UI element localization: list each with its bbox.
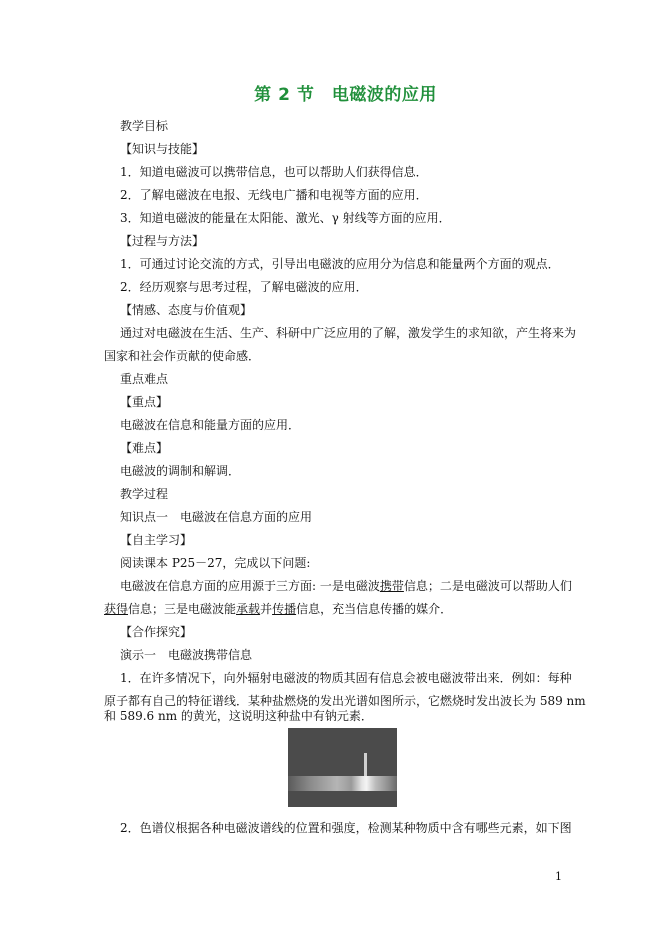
section-heading-key-points: 重点难点 [120, 372, 169, 386]
subheading-process-method: 【过程与方法】 [120, 234, 205, 248]
answer-underlined: 承载 [236, 602, 261, 616]
paragraph-line: 原子都有自己的特征谱线．某种盐燃烧的发出光谱如图所示，它燃烧时发出波长为 589 nm [104, 694, 586, 708]
answer-underlined: 获得 [104, 602, 129, 616]
subheading-values: 【情感、态度与价值观】 [120, 303, 253, 317]
subheading-cooperation: 【合作探究】 [120, 625, 193, 639]
answer-underlined: 携带 [379, 579, 404, 593]
answer-underlined: 传播 [272, 602, 297, 616]
paragraph-line: 阅读课本 P25－27，完成以下问题: [120, 556, 311, 570]
paragraph-line: 1．在许多情况下，向外辐射电磁波的物质其固有信息会被电磁波带出来．例如：每种 [120, 671, 572, 685]
paragraph-line: 电磁波在信息和能量方面的应用． [120, 418, 301, 432]
list-item: 2．了解电磁波在电报、无线电广播和电视等方面的应用． [120, 188, 428, 202]
spectrum-band [288, 776, 397, 791]
text-span: 信息，充当信息传播的媒介． [296, 602, 453, 616]
paragraph-line: 通过对电磁波在生活、生产、科研中广泛应用的了解，激发学生的求知欲，产生将来为 [120, 326, 577, 340]
paragraph-line: 电磁波的调制和解调． [120, 464, 241, 478]
subheading-knowledge-skills: 【知识与技能】 [120, 142, 205, 156]
subheading-self-study: 【自主学习】 [120, 533, 193, 547]
list-item: 3．知道电磁波的能量在太阳能、激光、γ 射线等方面的应用． [120, 211, 451, 225]
page-number: 1 [555, 870, 562, 883]
paragraph-line: 2．色谱仪根据各种电磁波谱线的位置和强度，检测某种物质中含有哪些元素，如下图 [120, 821, 572, 835]
text-span: 并 [260, 602, 273, 616]
text-span: 信息；二是电磁波可以帮助人们 [403, 579, 572, 593]
list-item: 1．可通过讨论交流的方式，引导出电磁波的应用分为信息和能量两个方面的观点． [120, 257, 560, 271]
text-span: 电磁波在信息方面的应用源于三方面: 一是电磁波 [120, 579, 380, 593]
demo-heading: 演示一 电磁波携带信息 [120, 648, 253, 662]
spectrum-image [288, 728, 397, 807]
text-span: 信息；三是电磁波能 [128, 602, 237, 616]
subheading-key: 【重点】 [120, 395, 169, 409]
paragraph-line: 和 589.6 nm 的黄光，这说明这种盐中有钠元素． [104, 709, 373, 723]
page-title: 第 2 节 电磁波的应用 [254, 85, 437, 105]
section-heading-process: 教学过程 [120, 487, 169, 501]
paragraph-line [104, 601, 452, 617]
subheading-difficulty: 【难点】 [120, 441, 169, 455]
list-item: 2．经历观察与思考过程，了解电磁波的应用． [120, 280, 368, 294]
emission-line [364, 753, 367, 776]
list-item: 1．知道电磁波可以携带信息，也可以帮助人们获得信息． [120, 165, 428, 179]
knowledge-point-heading: 知识点一 电磁波在信息方面的应用 [120, 510, 313, 524]
section-heading-objectives: 教学目标 [120, 119, 169, 133]
paragraph-line: 国家和社会作贡献的使命感． [104, 349, 261, 363]
paragraph-line [120, 578, 572, 594]
